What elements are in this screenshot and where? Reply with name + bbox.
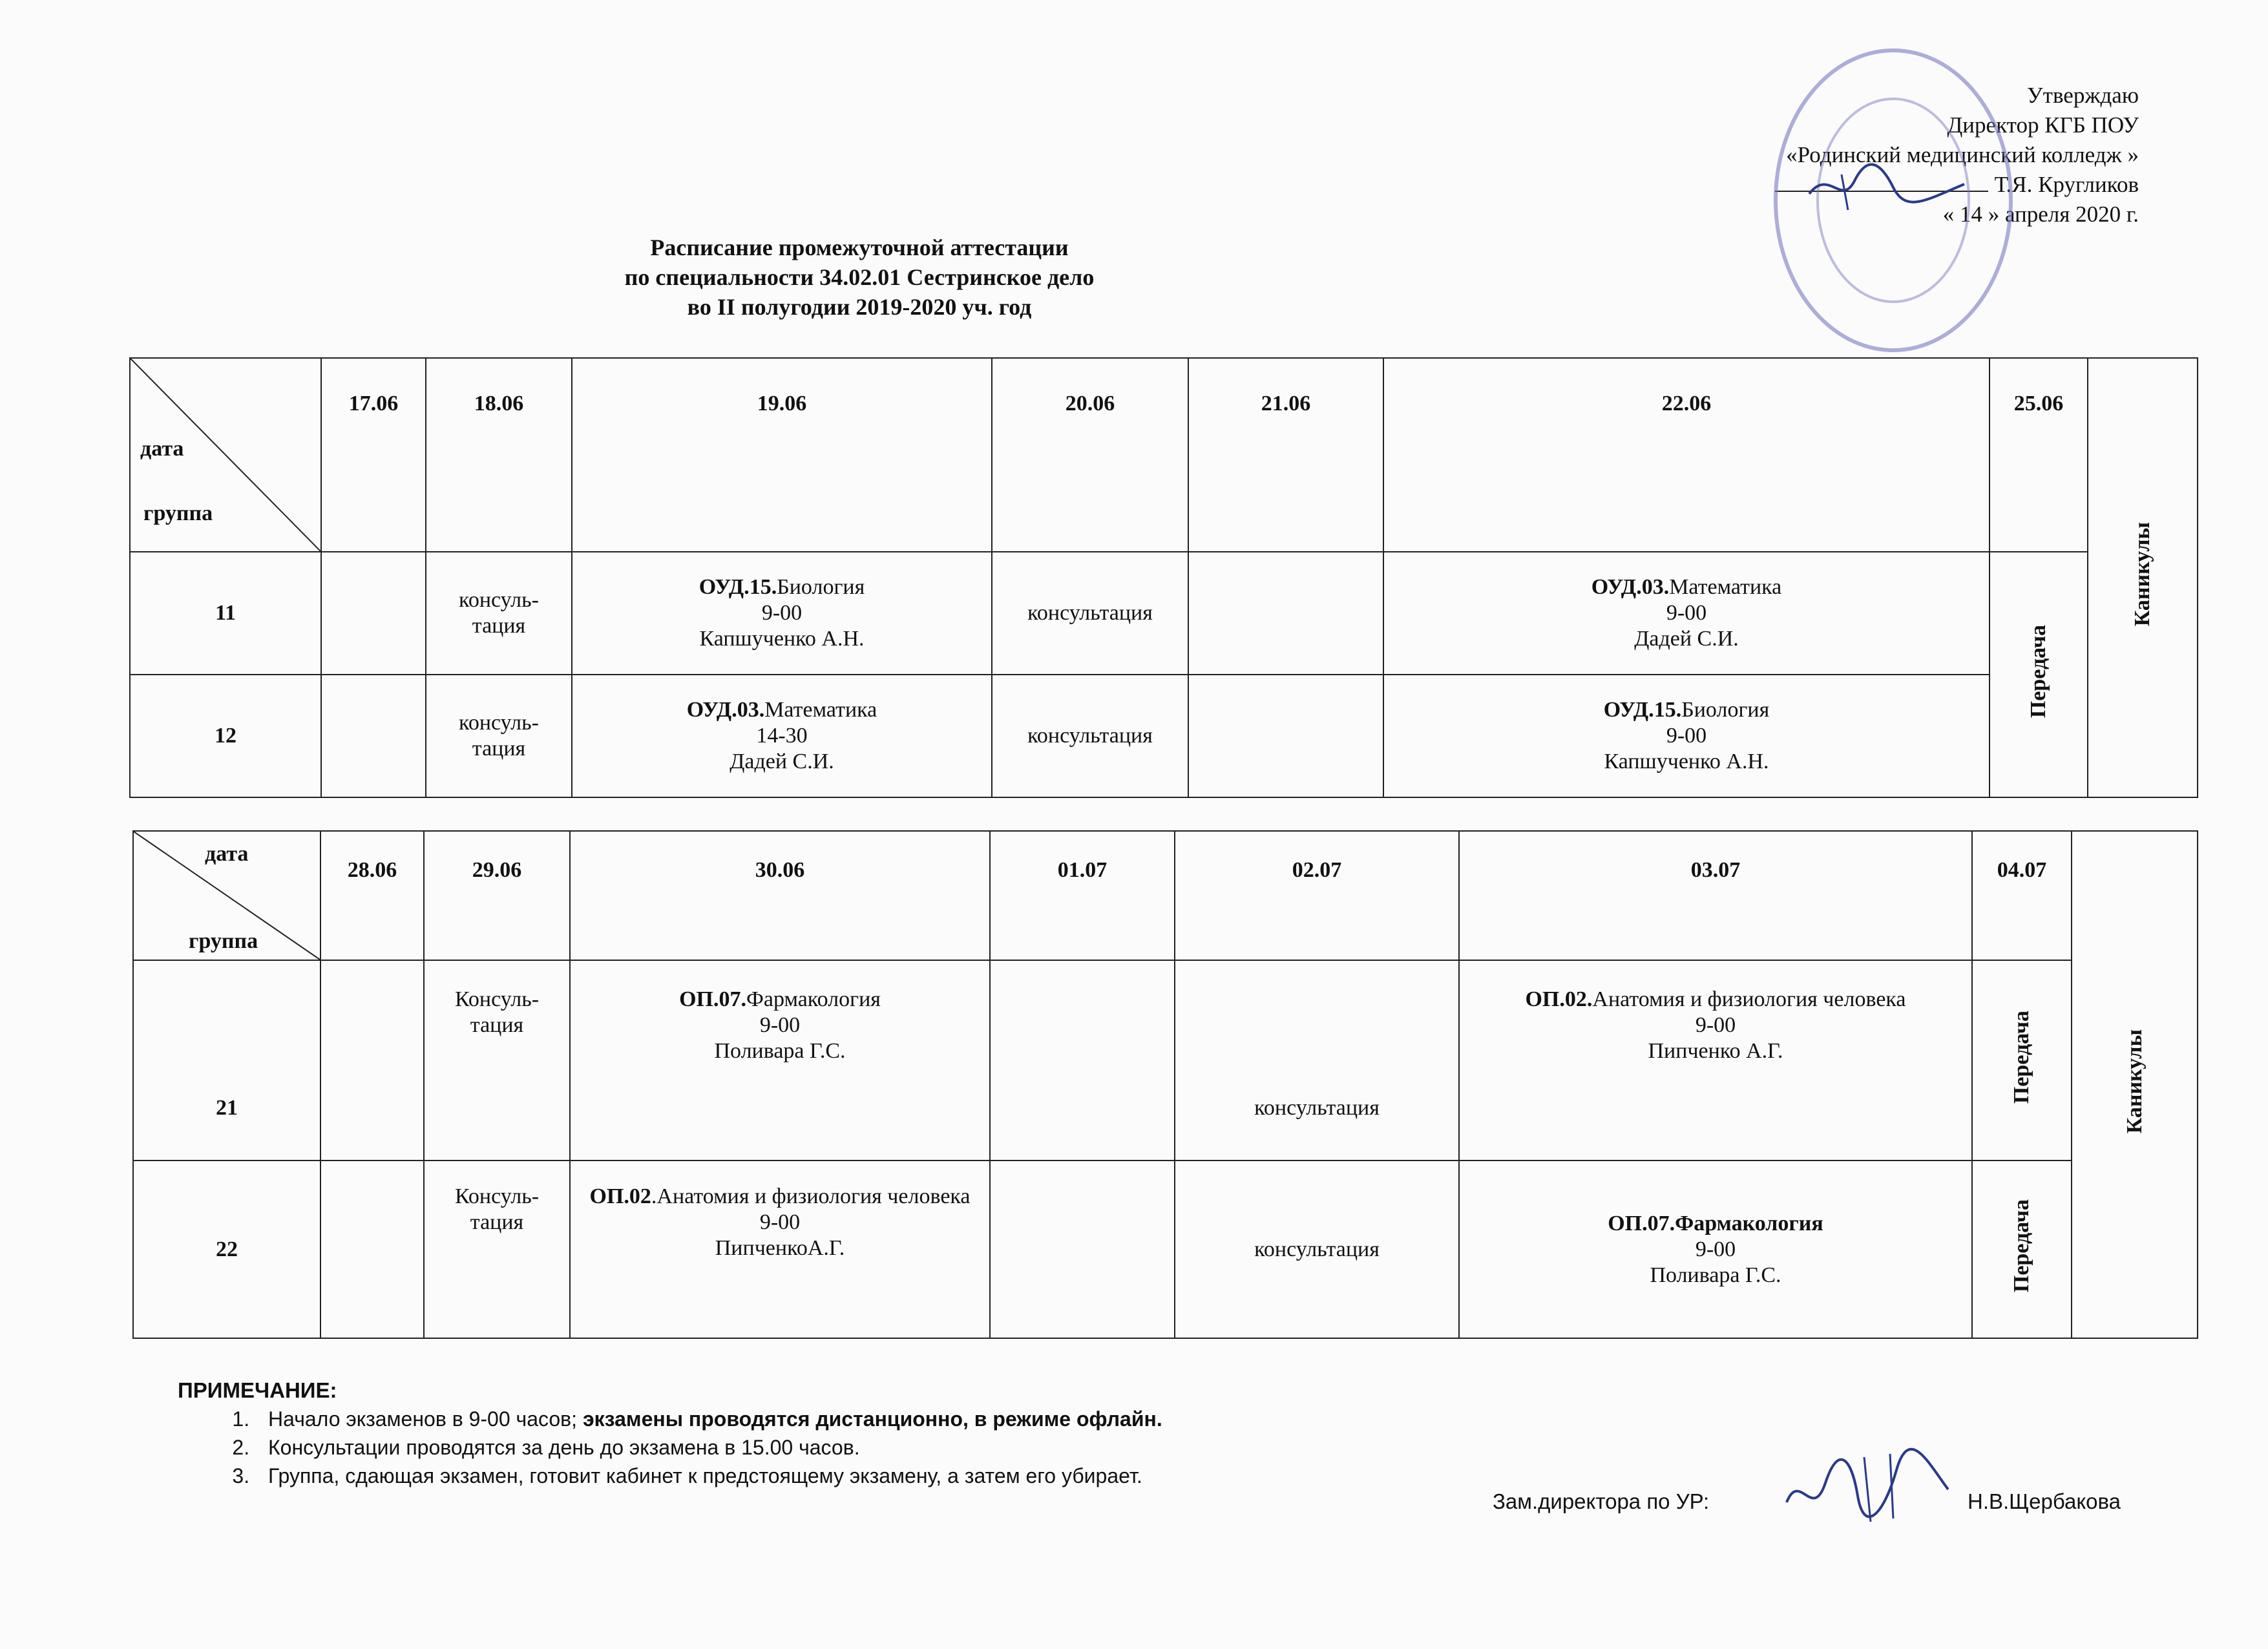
table2-retake: Передача	[2010, 1010, 2033, 1104]
exam-time: 9-00	[1695, 1013, 1736, 1037]
table-row	[133, 960, 2198, 1161]
table2-corner-group: группа	[189, 929, 258, 953]
exam-teacher: Поливара Г.С.	[1650, 1263, 1781, 1287]
director-name: Т.Я. Кругликов	[1994, 172, 2139, 197]
table2-vacation: Каникулы	[2122, 1029, 2147, 1134]
table2-vacation-cell	[2072, 831, 2198, 1338]
table2-date: 29.06	[424, 831, 570, 960]
schedule-table-2	[132, 830, 2198, 1339]
exam-code: ОП.02	[589, 1184, 651, 1208]
exam-subject: Математика	[764, 698, 877, 722]
table2-date: 02.07	[1175, 831, 1459, 960]
exam-time: 14-30	[756, 724, 808, 748]
consultation-cell: Консуль- тация	[424, 1161, 570, 1338]
consultation-cell: консуль- тация	[426, 552, 572, 675]
notes-list	[178, 1405, 1162, 1490]
table1-retake: Передача	[2026, 624, 2050, 719]
table1-header-row	[130, 358, 2198, 552]
table1-date: 21.06	[1188, 358, 1383, 552]
table1-corner-date: дата	[140, 437, 184, 461]
exam-cell	[572, 552, 992, 675]
consultation-cell: консультация	[992, 675, 1188, 797]
table2-date: 01.07	[990, 831, 1175, 960]
consultation-cell: консультация	[1175, 1161, 1459, 1338]
exam-time: 9-00	[1666, 601, 1707, 625]
exam-cell	[570, 960, 990, 1161]
exam-subject: Биология	[777, 575, 865, 599]
table2-retake: Передача	[2010, 1199, 2033, 1293]
note-item: 2. Консультации проводятся за день до экзамена в 15.00 часов.	[255, 1433, 1162, 1462]
group-number: 11	[130, 552, 321, 675]
empty-cell	[990, 1161, 1175, 1338]
exam-cell	[572, 675, 992, 797]
exam-code: ОУД.03.	[686, 698, 765, 722]
exam-code: ОП.07.	[679, 987, 746, 1011]
consultation-cell: консультация	[992, 552, 1188, 675]
note-1-text: Начало экзаменов в 9-00 часов;	[268, 1407, 583, 1431]
exam-cell	[1383, 675, 1990, 797]
table2-date: 30.06	[570, 831, 990, 960]
exam-code: ОУД.03.	[1591, 575, 1670, 599]
schedule-table-1	[129, 357, 2198, 798]
note-item	[255, 1405, 1162, 1433]
empty-cell	[990, 960, 1175, 1161]
exam-cell	[1459, 960, 1972, 1161]
notes-title: ПРИМЕЧАНИЕ:	[178, 1378, 337, 1402]
table2-corner-cell	[133, 831, 320, 960]
approval-line-3: «Родинский медицинский колледж »	[1786, 142, 2139, 167]
exam-code: ОП.02.	[1525, 987, 1593, 1011]
page-title	[0, 233, 1719, 322]
deputy-signature-icon	[1780, 1444, 1955, 1528]
exam-time: 9-00	[1695, 1237, 1736, 1261]
table1-retake-cell	[1990, 552, 2088, 797]
title-line-3: во II полугодии 2019-2020 уч. год	[687, 294, 1032, 320]
approval-line-1: Утверждаю	[2026, 83, 2139, 108]
group-number: 22	[133, 1161, 320, 1338]
table2-date: 04.07	[1972, 831, 2072, 960]
consultation-cell: консультация	[1175, 960, 1459, 1161]
empty-cell	[1188, 552, 1383, 675]
table-row	[133, 1161, 2198, 1338]
title-line-1: Расписание промежуточной аттестации	[650, 235, 1069, 260]
exam-time: 9-00	[759, 1013, 801, 1037]
table1-date: 22.06	[1383, 358, 1990, 552]
notes-block	[178, 1376, 1162, 1490]
exam-time: 9-00	[759, 1210, 801, 1234]
table2-header-row	[133, 831, 2198, 960]
table-row	[130, 675, 2198, 797]
exam-subject: Анатомия и физиология человека	[1592, 987, 1906, 1011]
table1-date: 20.06	[992, 358, 1188, 552]
table2-date: 03.07	[1459, 831, 1972, 960]
exam-teacher: Капшученко А.Н.	[1604, 750, 1769, 773]
table1-date: 19.06	[572, 358, 992, 552]
title-line-2: по специальности 34.02.01 Сестринское дело	[624, 264, 1095, 290]
exam-teacher: Дадей С.И.	[1634, 627, 1739, 651]
approval-date: « 14 » апреля 2020 г.	[1942, 202, 2139, 227]
exam-time: 9-00	[1666, 724, 1707, 748]
empty-cell	[320, 960, 424, 1161]
exam-code: ОУД.15.	[1603, 698, 1682, 722]
exam-teacher: Дадей С.И.	[730, 750, 834, 773]
exam-code: ОУД.15.	[698, 575, 777, 599]
director-signature-icon	[1803, 155, 1971, 213]
table2-retake-cell	[1972, 960, 2072, 1161]
approval-line-2: Директор КГБ ПОУ	[1947, 112, 2139, 138]
table-row	[130, 552, 2198, 675]
exam-teacher: Капшученко А.Н.	[699, 627, 865, 651]
note-item: 3. Группа, сдающая экзамен, готовит кабинет к предстоящему экзамену, а затем его убирает.	[255, 1462, 1162, 1490]
group-number: 21	[133, 960, 320, 1161]
exam-cell	[570, 1161, 990, 1338]
note-1-bold: экзамены проводятся дистанционно, в режиме офлайн.	[582, 1407, 1162, 1431]
exam-code: ОП.07.Фармакология	[1608, 1211, 1823, 1235]
table1-corner-group: группа	[143, 501, 213, 525]
exam-time: 9-00	[761, 601, 803, 625]
table1-date: 17.06	[321, 358, 426, 552]
exam-subject: .Анатомия и физиология человека	[651, 1184, 971, 1208]
group-number: 12	[130, 675, 321, 797]
exam-teacher: ПипченкоА.Г.	[715, 1236, 845, 1260]
table1-date: 18.06	[426, 358, 572, 552]
deputy-name: Н.В.Щербакова	[1968, 1489, 2121, 1513]
table1-date: 25.06	[1990, 358, 2088, 552]
table2-corner-date: дата	[205, 842, 249, 866]
table2-date: 28.06	[320, 831, 424, 960]
exam-cell	[1459, 1161, 1972, 1338]
consultation-cell: Консуль- тация	[424, 960, 570, 1161]
exam-teacher: Поливара Г.С.	[714, 1039, 846, 1063]
table2-retake-cell	[1972, 1161, 2072, 1338]
exam-cell	[1383, 552, 1990, 675]
consultation-cell: консуль- тация	[426, 675, 572, 797]
exam-subject: Математика	[1669, 575, 1782, 599]
table1-vacation: Каникулы	[2130, 522, 2154, 627]
deputy-label: Зам.директора по УР:	[1493, 1489, 1710, 1513]
table1-corner-cell	[130, 358, 321, 552]
exam-subject: Биология	[1681, 698, 1770, 722]
empty-cell	[321, 552, 426, 675]
exam-teacher: Пипченко А.Г.	[1648, 1039, 1783, 1063]
exam-subject: Фармакология	[746, 987, 881, 1011]
table1-vacation-cell	[2088, 358, 2198, 797]
empty-cell	[1188, 675, 1383, 797]
empty-cell	[320, 1161, 424, 1338]
empty-cell	[321, 675, 426, 797]
